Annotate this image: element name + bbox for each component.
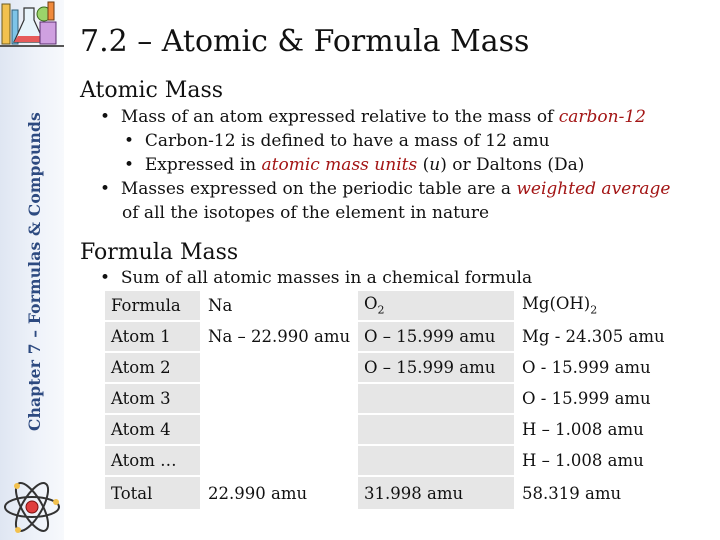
bullet-dot: •	[100, 179, 121, 199]
table-cell: O – 15.999 amu	[357, 321, 515, 352]
table-row	[104, 383, 673, 414]
bullet-dot: •	[124, 131, 145, 151]
bullet-highlight: carbon-12	[558, 107, 646, 127]
table-cell	[201, 414, 357, 445]
row-label: Total	[104, 476, 201, 510]
row-label: Atom 4	[104, 414, 201, 445]
table-cell	[357, 445, 515, 476]
table-cell	[201, 383, 357, 414]
atomic-mass-heading: Atomic Mass	[80, 78, 224, 103]
atomic-mass-subbullet-1	[124, 129, 550, 153]
atomic-mass-subbullet-2	[124, 153, 584, 177]
formula-mass-heading: Formula Mass	[80, 240, 239, 265]
table-cell	[201, 445, 357, 476]
table-cell: O – 15.999 amu	[357, 352, 515, 383]
table-row	[104, 321, 673, 352]
atomic-mass-bullet-2-continued: of all the isotopes of the element in nature	[122, 203, 490, 223]
table-cell: Na – 22.990 amu	[201, 321, 357, 352]
header-cell	[515, 290, 673, 321]
total-cell: 22.990 amu	[201, 476, 357, 510]
total-cell: 31.998 amu	[357, 476, 515, 510]
atom-icon	[0, 474, 64, 540]
header-cell	[357, 290, 515, 321]
bullet-text: Masses expressed on the periodic table are a	[120, 179, 517, 199]
row-label: Atom 2	[104, 352, 201, 383]
table-header-row	[104, 290, 673, 321]
table-cell: Mg - 24.305 amu	[515, 321, 673, 352]
row-label: Atom 1	[104, 321, 201, 352]
table-cell: O - 15.999 amu	[515, 352, 673, 383]
bullet-highlight: atomic mass units	[261, 155, 418, 175]
bullet-text: Expressed in	[144, 155, 262, 175]
bullet-dot: •	[100, 268, 121, 288]
table-cell: H – 1.008 amu	[515, 414, 673, 445]
table-cell	[357, 383, 515, 414]
bullet-text: Carbon-12 is defined to have a mass of 12 amu	[144, 131, 550, 151]
formula-text: O	[364, 294, 378, 314]
table-cell	[201, 352, 357, 383]
bullet-text: (	[417, 155, 430, 175]
chapter-title-vertical: Chapter 7 – Formulas & Compounds	[25, 112, 44, 431]
table-total-row	[104, 476, 673, 510]
formula-text: Mg(OH)	[522, 294, 591, 314]
table-cell: O - 15.999 amu	[515, 383, 673, 414]
bullet-highlight: weighted average	[516, 179, 671, 199]
formula-subscript: 2	[377, 303, 385, 317]
formula-subscript: 2	[590, 303, 598, 317]
table-cell: H – 1.008 amu	[515, 445, 673, 476]
bullet-dot: •	[124, 155, 145, 175]
row-label: Atom 3	[104, 383, 201, 414]
unit-symbol: u	[429, 155, 441, 175]
lab-glassware-icon	[0, 0, 64, 60]
formula-mass-bullet-1	[100, 266, 532, 290]
table-row	[104, 414, 673, 445]
header-cell: Formula	[104, 290, 201, 321]
atomic-mass-bullet-2	[100, 177, 670, 201]
table-row	[104, 445, 673, 476]
bullet-text: ) or Daltons (Da)	[440, 155, 585, 175]
atomic-mass-bullet-1	[100, 105, 646, 129]
table-row	[104, 352, 673, 383]
bullet-dot: •	[100, 107, 121, 127]
header-cell: Na	[201, 290, 357, 321]
table-cell	[357, 414, 515, 445]
row-label: Atom …	[104, 445, 201, 476]
slide-title: 7.2 – Atomic & Formula Mass	[80, 24, 530, 59]
bullet-text: Sum of all atomic masses in a chemical formula	[120, 268, 533, 288]
bullet-text: Mass of an atom expressed relative to the mass of	[120, 107, 559, 127]
chapter-sidebar	[0, 0, 64, 540]
total-cell: 58.319 amu	[515, 476, 673, 510]
formula-mass-table	[103, 289, 674, 511]
